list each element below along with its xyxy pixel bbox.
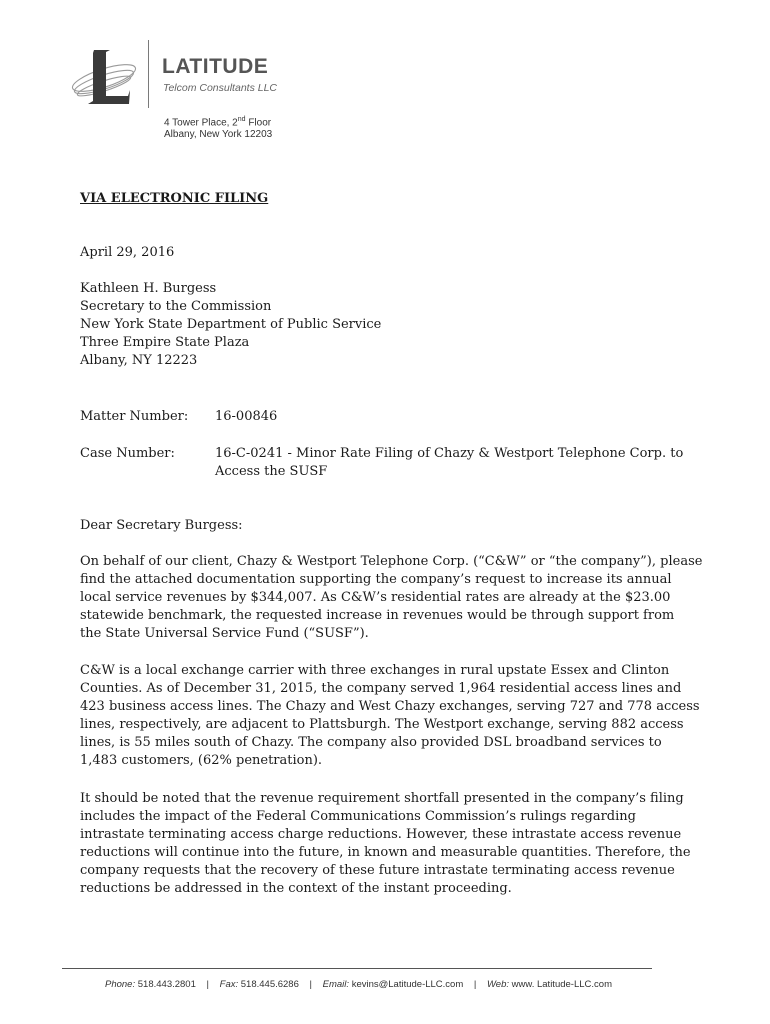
logo-divider — [148, 40, 149, 108]
paragraph-3 — [80, 790, 691, 898]
address-line-2: Albany, New York 12203 — [164, 129, 273, 140]
paragraph-line: reductions be addressed in the context of the instant proceeding. — [80, 881, 512, 896]
recipient-line: Three Empire State Plaza — [80, 335, 250, 350]
paragraph-line: On behalf of our client, Chazy & Westport Telephone Corp. (“C&W” or “the company”), please — [80, 554, 703, 569]
web-address: www. Latitude-LLC.com — [511, 979, 612, 990]
matter-number-label: Matter Number: — [80, 409, 189, 424]
recipient-line: Kathleen H. Burgess — [80, 281, 217, 296]
address-line-1: 4 Tower Place, 2nd Floor — [164, 116, 272, 129]
case-number-value-line: Access the SUSF — [215, 464, 328, 479]
filing-heading: VIA ELECTRONIC FILING — [80, 191, 269, 206]
paragraph-line: intrastate terminating access charge reductions. However, these intrastate access revenue — [80, 827, 682, 842]
paragraph-1 — [80, 553, 702, 643]
paragraph-line: includes the impact of the Federal Communications Commission’s rulings regarding — [80, 809, 636, 824]
recipient-block — [80, 280, 381, 370]
paragraph-2 — [80, 662, 700, 770]
case-number-label: Case Number: — [80, 446, 175, 461]
paragraph-line: local service revenues by $344,007. As C&W’s residential rates are already at the $23.00 — [80, 590, 671, 605]
matter-number-value: 16-00846 — [215, 409, 278, 424]
paragraph-line: statewide benchmark, the requested increase in revenues would be through support from — [80, 608, 675, 623]
brand-name: LATITUDE — [162, 55, 269, 78]
fax-label: Fax: — [219, 979, 239, 990]
paragraph-line: Counties. As of December 31, 2015, the company served 1,964 residential access lines and — [80, 681, 682, 696]
case-number-value-line: 16-C-0241 - Minor Rate Filing of Chazy & Westport Telephone Corp. to — [215, 446, 684, 461]
fax-number: 518.445.6286 — [240, 979, 299, 990]
paragraph-line: find the attached documentation supporting the company’s request to increase its annual — [80, 572, 672, 587]
phone-number: 518.443.2801 — [137, 979, 196, 990]
footer-rule — [62, 968, 652, 969]
latitude-logo — [66, 40, 146, 112]
recipient-line: Secretary to the Commission — [80, 299, 272, 314]
salutation: Dear Secretary Burgess: — [80, 518, 243, 533]
footer-contact — [105, 979, 612, 990]
paragraph-line: company requests that the recovery of these future intrastate terminating access revenue — [80, 863, 675, 878]
recipient-line: Albany, NY 12223 — [80, 353, 198, 368]
paragraph-line: 423 business access lines. The Chazy and West Chazy exchanges, serving 727 and 778 access — [80, 699, 700, 714]
brand-subtitle: Telcom Consultants LLC — [163, 82, 278, 94]
paragraph-line: the State Universal Service Fund (“SUSF”). — [80, 626, 369, 641]
recipient-line: New York State Department of Public Service — [80, 317, 382, 332]
email-label: Email: — [322, 979, 350, 990]
paragraph-line: 1,483 customers, (62% penetration). — [80, 753, 323, 768]
paragraph-line: It should be noted that the revenue requirement shortfall presented in the company’s filing — [80, 791, 684, 806]
footer-separator: | — [473, 979, 477, 990]
paragraph-line: reductions will continue into the future, in known and measurable quantities. Therefore, the — [80, 845, 691, 860]
footer-separator: | — [309, 979, 312, 990]
email-address: kevins@Latitude-LLC.com — [351, 979, 464, 990]
paragraph-line: lines, respectively, are adjacent to Plattsburgh. The Westport exchange, serving 882 access — [80, 717, 684, 732]
footer-separator: | — [206, 979, 209, 990]
paragraph-line: C&W is a local exchange carrier with three exchanges in rural upstate Essex and Clinton — [80, 663, 670, 678]
web-label: Web: — [487, 979, 510, 990]
paragraph-line: lines, is 55 miles south of Chazy. The company also provided DSL broadband services to — [80, 735, 662, 750]
phone-label: Phone: — [105, 979, 136, 990]
letter-date: April 29, 2016 — [80, 245, 175, 260]
